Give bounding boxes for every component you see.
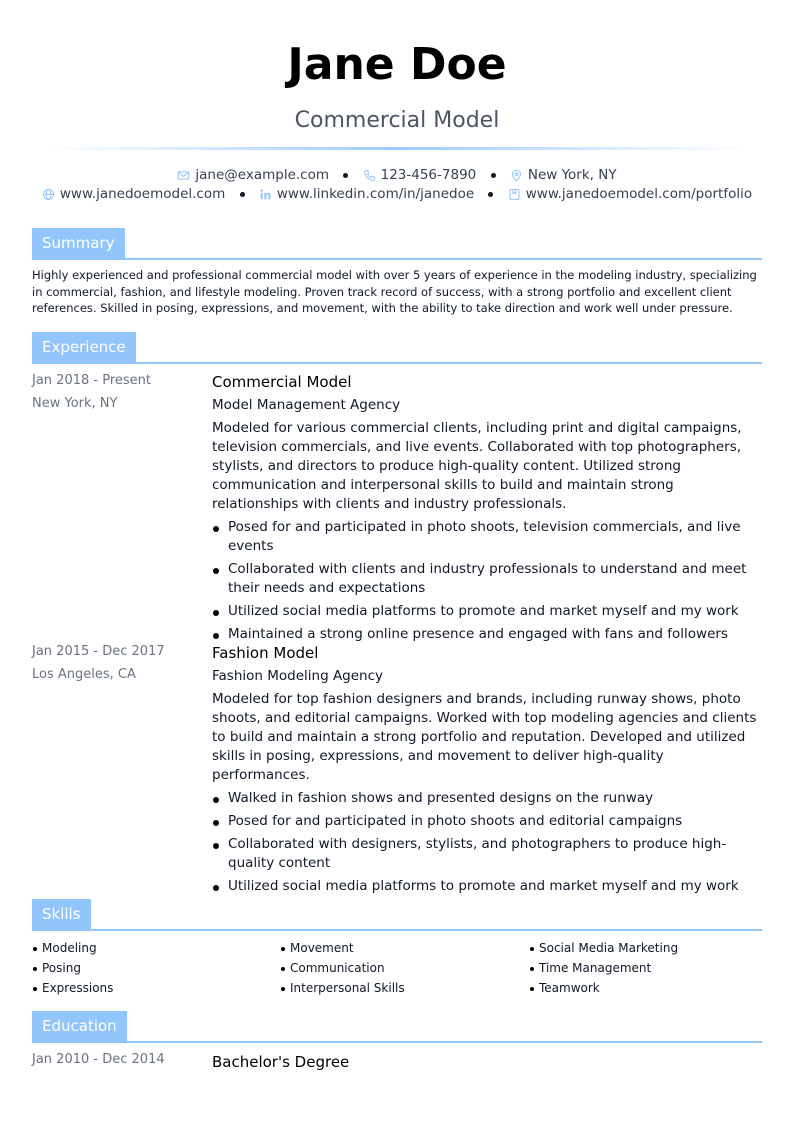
experience-org: Fashion Modeling Agency xyxy=(212,668,384,684)
experience-description: Modeled for various commercial clients, including print and digital campaigns, television commercials, and live events. Collaborated with top photographers, stylists, and directors to produce high-quality content. Utilized strong communication and interpersonal skills to build and maintain strong relationships with clients and industry professionals. xyxy=(212,420,742,512)
skill-item: Social Media Marketing xyxy=(529,938,769,958)
section-rule xyxy=(32,362,762,364)
experience-description: Modeled for top fashion designers and brands, including runway shows, photo shoots, and editorial campaigns. Worked with top modeling agencies and clients to build and maintain a strong portfolio and reputation. Developed and utilized skills in posing, expressions, and movement to deliver high-quality performances. xyxy=(212,691,757,783)
section-title: Experience xyxy=(32,332,136,362)
separator-dot xyxy=(488,192,493,197)
experience-role: Commercial Model xyxy=(212,373,352,391)
skill-item: Teamwork xyxy=(529,978,769,998)
section-title: Summary xyxy=(32,228,125,258)
contact-email[interactable] xyxy=(177,166,329,184)
education-degree: Bachelor's Degree xyxy=(212,1053,350,1071)
section-rule xyxy=(32,1041,762,1043)
contact-location xyxy=(510,166,617,184)
mail-icon xyxy=(177,169,190,182)
contact-location-text: New York, NY xyxy=(527,167,617,183)
resume-title: Commercial Model xyxy=(294,108,500,133)
contact-portfolio-text: www.janedoemodel.com/portfolio xyxy=(525,186,753,202)
list-item: Walked in fashion shows and presented designs on the runway xyxy=(212,789,762,808)
portfolio-icon xyxy=(508,188,521,201)
skills-column xyxy=(280,938,520,998)
separator-dot xyxy=(240,192,245,197)
skill-item: Interpersonal Skills xyxy=(280,978,520,998)
separator-dot xyxy=(491,173,496,178)
skills-column xyxy=(32,938,272,998)
list-item: Utilized social media platforms to promote and market myself and my work xyxy=(212,877,762,896)
contact-email-text: jane@example.com xyxy=(195,167,330,183)
experience-bullets xyxy=(212,518,762,644)
summary-text: Highly experienced and professional commercial model with over 5 years of experience in the modeling industry, specializing in commercial, fashion, and lifestyle modeling. Proven track record of success, with a strong portfolio and excellent client references. Skilled in posing, expressions, and movement, with the ability to take direction and work well under pressure. xyxy=(32,268,757,315)
header-divider xyxy=(44,147,750,150)
separator-dot xyxy=(343,173,348,178)
list-item: Collaborated with clients and industry professionals to understand and meet their needs and expectations xyxy=(212,560,762,598)
experience-bullets xyxy=(212,789,762,896)
contact-phone[interactable] xyxy=(363,166,477,184)
contact-line-2 xyxy=(0,185,794,203)
experience-section-header xyxy=(32,332,762,364)
skill-item: Time Management xyxy=(529,958,769,978)
skills-column xyxy=(529,938,769,998)
location-pin-icon xyxy=(510,169,523,182)
experience-date: Jan 2015 - Dec 2017 xyxy=(32,644,165,659)
contact-linkedin[interactable] xyxy=(259,185,474,203)
skill-item: Modeling xyxy=(32,938,272,958)
skill-item: Expressions xyxy=(32,978,272,998)
list-item: Posed for and participated in photo shoots and editorial campaigns xyxy=(212,812,762,831)
contact-website[interactable] xyxy=(42,185,225,203)
experience-org: Model Management Agency xyxy=(212,397,401,413)
section-rule xyxy=(32,929,762,931)
list-item: Maintained a strong online presence and engaged with fans and followers xyxy=(212,625,762,644)
globe-icon xyxy=(42,188,55,201)
linkedin-icon xyxy=(259,188,272,201)
skill-item: Posing xyxy=(32,958,272,978)
list-item: Utilized social media platforms to promote and market myself and my work xyxy=(212,602,762,621)
phone-icon xyxy=(363,169,376,182)
skill-item: Movement xyxy=(280,938,520,958)
list-item: Posed for and participated in photo shoots, television commercials, and live events xyxy=(212,518,762,556)
contact-linkedin-text: www.linkedin.com/in/janedoe xyxy=(276,186,475,202)
contact-phone-text: 123-456-7890 xyxy=(380,167,477,183)
contact-portfolio[interactable] xyxy=(508,185,752,203)
section-title: Education xyxy=(32,1011,127,1041)
summary-section-header xyxy=(32,228,762,260)
section-title: Skills xyxy=(32,899,91,929)
experience-date: Jan 2018 - Present xyxy=(32,373,151,388)
experience-location: Los Angeles, CA xyxy=(32,667,136,682)
experience-location: New York, NY xyxy=(32,396,118,411)
list-item: Collaborated with designers, stylists, and photographers to produce high-quality content xyxy=(212,835,762,873)
contact-website-text: www.janedoemodel.com xyxy=(59,186,226,202)
education-section-header xyxy=(32,1011,762,1043)
skill-item: Communication xyxy=(280,958,520,978)
section-rule xyxy=(32,258,762,260)
resume-name: Jane Doe xyxy=(287,39,507,90)
skills-section-header xyxy=(32,899,762,931)
education-date: Jan 2010 - Dec 2014 xyxy=(32,1052,165,1067)
experience-role: Fashion Model xyxy=(212,644,319,662)
contact-line-1 xyxy=(0,166,794,184)
